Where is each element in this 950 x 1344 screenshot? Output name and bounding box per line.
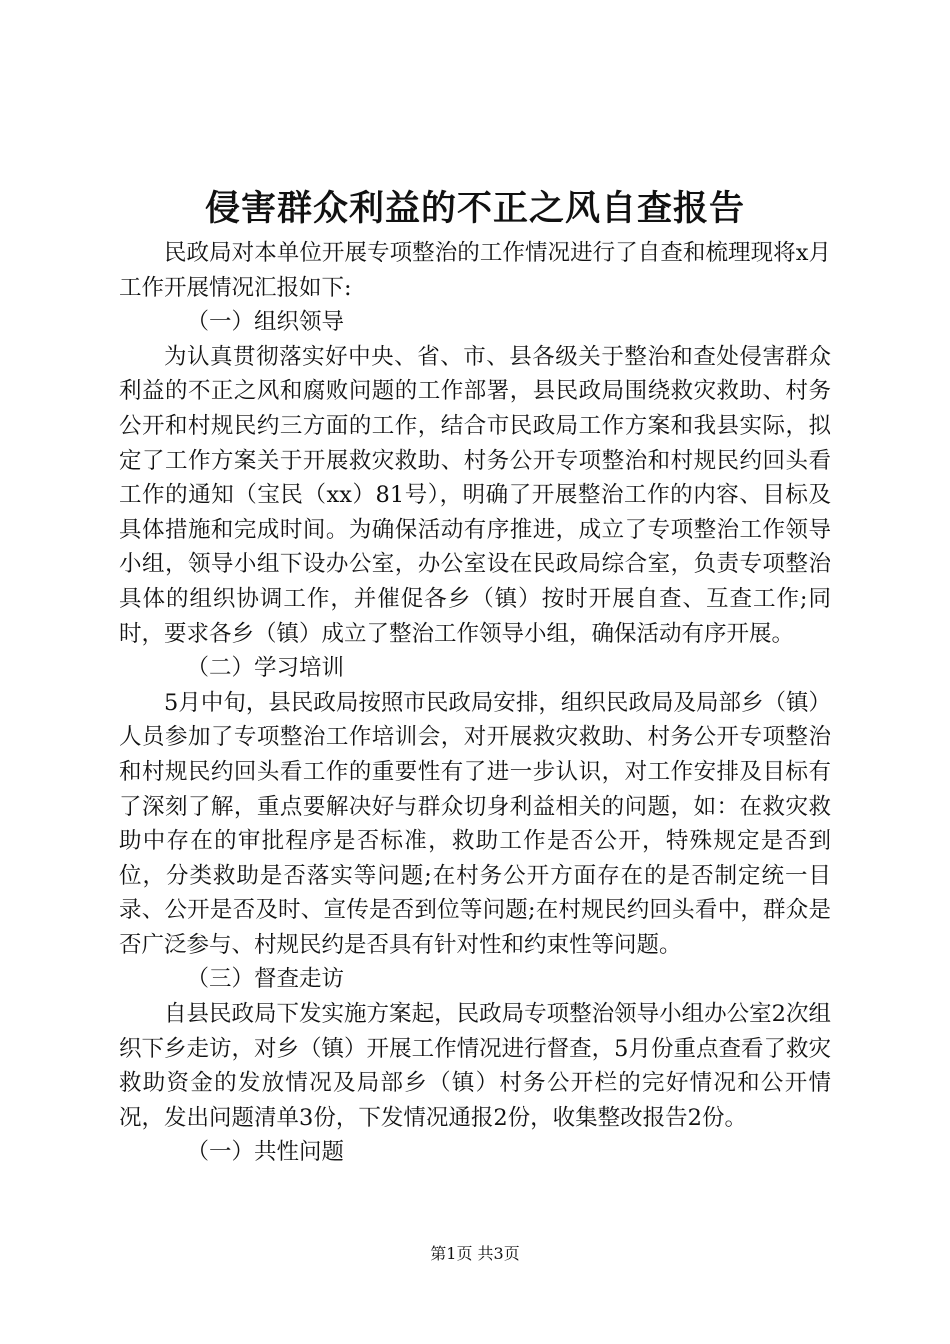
section-heading-organization: （一）组织领导 xyxy=(186,309,345,336)
training-paragraph: 5月中旬，县民政局按照市民政局安排，组织民政局及局部乡（镇）人员参加了专项整治工作培训会，对开展救灾救助、村务公开专项整治和村规民约回头看工作的重要性有了进一步认识，对工作安排及目标有了深刻了解，重点要解决好与群众切身利益相关的问题，如：在救灾救助中存在的审批程序是否标准，救助工作是否公开，特殊规定是否到位，分类救助是否落实等问题;在村务公开方面存在的是否制定统一目录、公开是否及时、宣传是否到位等问题;在村规民约回头看中，群众是否广泛参与、村规民约是否具有针对性和约束性等问题。 xyxy=(119,689,831,958)
section-heading-common-issues: （一）共性问题 xyxy=(186,1139,345,1166)
page-number-footer: 第1页 共3页 xyxy=(430,1244,520,1263)
document-body xyxy=(119,236,831,1170)
section-heading-inspection: （三）督查走访 xyxy=(186,966,345,993)
section-heading-training: （二）学习培训 xyxy=(186,655,345,682)
inspection-paragraph: 自县民政局下发实施方案起，民政局专项整治领导小组办公室2次组织下乡走访，对乡（镇）开展工作情况进行督查，5月份重点查看了救灾救助资金的发放情况及局部乡（镇）村务公开栏的完好情况和公开情况，发出问题清单3份，下发情况通报2份，收集整改报告2份。 xyxy=(119,1001,831,1131)
intro-paragraph: 民政局对本单位开展专项整治的工作情况进行了自查和梳理现将x月工作开展情况汇报如下: xyxy=(119,240,831,301)
organization-paragraph: 为认真贯彻落实好中央、省、市、县各级关于整治和查处侵害群众利益的不正之风和腐败问题的工作部署，县民政局围绕救灾救助、村务公开和村规民约三方面的工作，结合市民政局工作方案和我县实际，拟定了工作方案关于开展救灾救助、村务公开专项整治和村规民约回头看工作的通知（宝民（xx）81号），明确了开展整治工作的内容、目标及具体措施和完成时间。为确保活动有序推进，成立了专项整治工作领导小组，领导小组下设办公室，办公室设在民政局综合室，负责专项整治具体的组织协调工作，并催促各乡（镇）按时开展自查、互查工作;同时，要求各乡（镇）成立了整治工作领导小组，确保活动有序开展。 xyxy=(119,343,831,647)
document-title: 侵害群众利益的不正之风自查报告 xyxy=(204,188,745,229)
